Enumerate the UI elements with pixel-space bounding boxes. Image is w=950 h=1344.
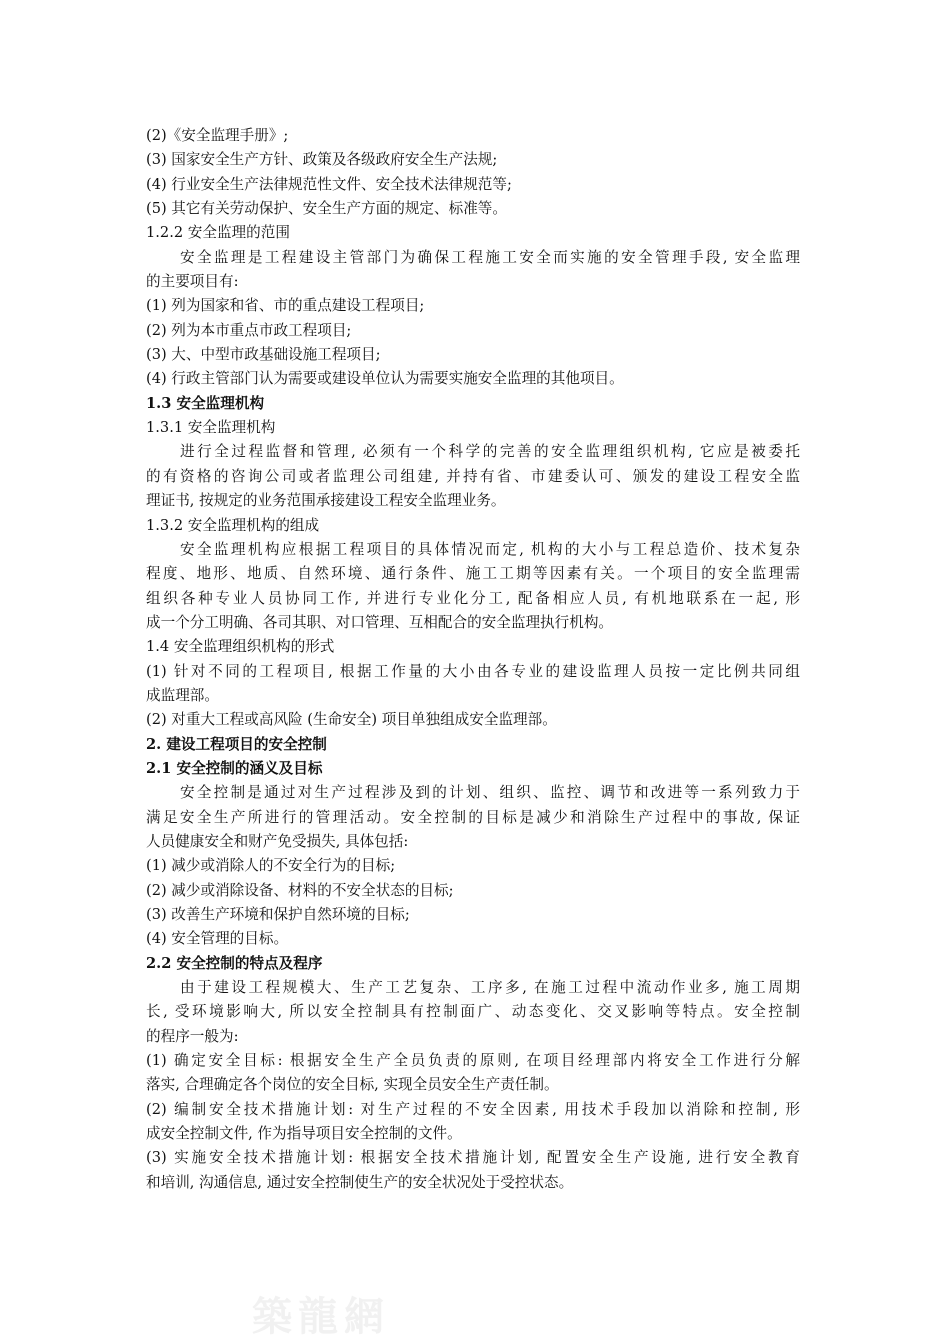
subsection-heading: 1.3.1 安全监理机构 bbox=[146, 419, 276, 437]
list-item: (4) 安全管理的目标。 bbox=[146, 930, 289, 948]
list-item: (2) 编制安全技术措施计划: 对生产过程的不安全因素, 用技术手段加以消除和控制, 形 bbox=[146, 1100, 800, 1118]
list-item-continued: 成监理部。 bbox=[146, 686, 219, 704]
paragraph-line: 人员健康安全和财产免受损失, 具体包括: bbox=[146, 832, 409, 850]
list-item: (3) 国家安全生产方针、政策及各级政府安全生产法规; bbox=[146, 151, 498, 169]
list-item-continued: 和培训, 沟通信息, 通过安全控制使生产的安全状况处于受控状态。 bbox=[146, 1173, 574, 1191]
paragraph-line: 的程序一般为: bbox=[146, 1027, 239, 1045]
list-item-continued: 落实, 合理确定各个岗位的安全目标, 实现全员安全生产责任制。 bbox=[146, 1076, 559, 1094]
list-item: (3) 改善生产环境和保护自然环境的目标; bbox=[146, 906, 410, 923]
subsection-heading: 1.3.2 安全监理机构的组成 bbox=[146, 516, 320, 534]
section-heading: 2.2 安全控制的特点及程序 bbox=[146, 954, 323, 972]
list-item: (1) 确定安全目标: 根据安全生产全员负责的原则, 在项目经理部内将安全工作进行分解 bbox=[146, 1052, 800, 1070]
chapter-heading: 2. 建设工程项目的安全控制 bbox=[146, 735, 327, 753]
subsection-heading: 1.2.2 安全监理的范围 bbox=[146, 224, 290, 242]
list-item: (5) 其它有关劳动保护、安全生产方面的规定、标准等。 bbox=[146, 200, 507, 218]
list-item: (4) 行政主管部门认为需要或建设单位认为需要实施安全监理的其他项目。 bbox=[146, 370, 624, 388]
paragraph-line: 安全监理机构应根据工程项目的具体情况而定, 机构的大小与工程总造价、技术复杂 bbox=[180, 540, 800, 558]
subsection-heading: 1.4 安全监理组织机构的形式 bbox=[146, 638, 335, 656]
paragraph-line: 安全监理是工程建设主管部门为确保工程施工安全而实施的安全管理手段, 安全监理 bbox=[180, 248, 800, 266]
list-item: (2) 列为本市重点市政工程项目; bbox=[146, 321, 352, 339]
paragraph-line: 组织各种专业人员协同工作, 并进行专业化分工, 配备相应人员, 有机地联系在一起, 形 bbox=[146, 589, 800, 607]
paragraph-line: 程度、地形、地质、自然环境、通行条件、施工工期等因素有关。一个项目的安全监理需 bbox=[146, 565, 800, 583]
list-item: (1) 针对不同的工程项目, 根据工作量的大小由各专业的建设监理人员按一定比例共同组 bbox=[146, 662, 800, 680]
paragraph-line: 长, 受环境影响大, 所以安全控制具有控制面广、动态变化、交叉影响等特点。安全控制 bbox=[146, 1003, 800, 1021]
watermark-logo: 築龍網 bbox=[252, 1293, 390, 1340]
list-item: (2) 对重大工程或高风险 (生命安全) 项目单独组成安全监理部。 bbox=[146, 711, 557, 729]
paragraph-line: 的主要项目有: bbox=[146, 273, 239, 291]
paragraph-line: 满足安全生产所进行的管理活动。安全控制的目标是减少和消除生产过程中的事故, 保证 bbox=[146, 808, 800, 826]
list-item: (3) 实施安全技术措施计划: 根据安全技术措施计划, 配置安全生产设施, 进行安全教育 bbox=[146, 1149, 800, 1167]
section-heading: 2.1 安全控制的涵义及目标 bbox=[146, 759, 323, 777]
document-body bbox=[146, 124, 800, 1195]
paragraph-line: 安全控制是通过对生产过程涉及到的计划、组织、监控、调节和改进等一系列致力于 bbox=[180, 784, 800, 802]
paragraph-line: 成一个分工明确、各司其职、对口管理、互相配合的安全监理执行机构。 bbox=[146, 613, 614, 631]
list-item: (2) 减少或消除设备、材料的不安全状态的目标; bbox=[146, 881, 454, 899]
list-item-continued: 成安全控制文件, 作为指导项目安全控制的文件。 bbox=[146, 1125, 462, 1143]
list-item: (1) 减少或消除人的不安全行为的目标; bbox=[146, 857, 396, 875]
list-item: (1) 列为国家和省、市的重点建设工程项目; bbox=[146, 297, 425, 315]
paragraph-line: 的有资格的咨询公司或者监理公司组建, 并持有省、市建委认可、颁发的建设工程安全监 bbox=[146, 467, 800, 485]
section-heading: 1.3 安全监理机构 bbox=[146, 394, 265, 412]
paragraph-line: 理证书, 按规定的业务范围承接建设工程安全监理业务。 bbox=[146, 492, 506, 510]
list-item: (3) 大、中型市政基础设施工程项目; bbox=[146, 346, 381, 364]
paragraph-line: 由于建设工程规模大、生产工艺复杂、工序多, 在施工过程中流动作业多, 施工周期 bbox=[180, 979, 800, 997]
paragraph-line: 进行全过程监督和管理, 必须有一个科学的完善的安全监理组织机构, 它应是被委托 bbox=[180, 443, 800, 461]
list-item: (2)《安全监理手册》; bbox=[146, 127, 289, 144]
list-item: (4) 行业安全生产法律规范性文件、安全技术法律规范等; bbox=[146, 175, 512, 193]
